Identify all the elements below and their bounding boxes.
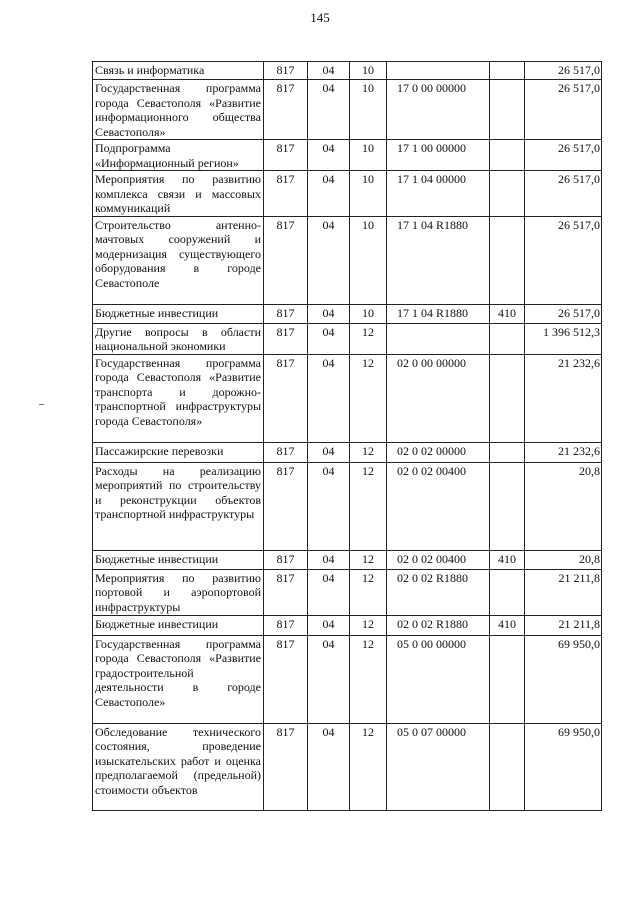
target-article-cell: 17 1 04 R1880 <box>387 304 490 323</box>
target-article-cell <box>387 62 490 80</box>
subsection-code-cell: 12 <box>350 615 387 635</box>
subsection-code-cell: 12 <box>350 442 387 462</box>
table-row <box>93 442 602 462</box>
item-name-cell: Бюджетные инвестиции <box>93 304 264 323</box>
section-code-cell: 04 <box>308 62 350 80</box>
target-article-cell: 02 0 02 R1880 <box>387 615 490 635</box>
section-code-cell: 04 <box>308 615 350 635</box>
expense-type-cell <box>490 62 525 80</box>
target-article-cell: 05 0 07 00000 <box>387 723 490 810</box>
subsection-code-cell: 10 <box>350 140 387 171</box>
subsection-code-cell: 12 <box>350 323 387 354</box>
ved-code-cell: 817 <box>264 442 308 462</box>
table-row <box>93 80 602 140</box>
ved-code-cell: 817 <box>264 462 308 550</box>
item-name-cell: Подпрограмма «Информационный регион» <box>93 140 264 171</box>
budget-table <box>92 61 602 811</box>
target-article-cell: 05 0 00 00000 <box>387 635 490 723</box>
table-row <box>93 171 602 217</box>
table-row <box>93 550 602 569</box>
subsection-code-cell: 12 <box>350 462 387 550</box>
table-row <box>93 354 602 442</box>
section-code-cell: 04 <box>308 354 350 442</box>
item-name-cell: Обследование технического состояния, проведение изыскательских работ и оценка предполагаемой (предельной) стоимости объектов <box>93 723 264 810</box>
subsection-code-cell: 10 <box>350 171 387 217</box>
amount-cell: 20,8 <box>525 550 602 569</box>
table-row <box>93 140 602 171</box>
amount-cell: 26 517,0 <box>525 80 602 140</box>
target-article-cell <box>387 323 490 354</box>
amount-cell: 69 950,0 <box>525 723 602 810</box>
ved-code-cell: 817 <box>264 635 308 723</box>
expense-type-cell <box>490 462 525 550</box>
table-row <box>93 323 602 354</box>
section-code-cell: 04 <box>308 569 350 615</box>
item-name-cell: Государственная программа города Севастополя «Развитие транспорта и дорожно-транспортной инфраструктуры города Севастополя» <box>93 354 264 442</box>
table-row <box>93 615 602 635</box>
amount-cell: 26 517,0 <box>525 140 602 171</box>
ved-code-cell: 817 <box>264 723 308 810</box>
amount-cell: 21 232,6 <box>525 354 602 442</box>
ved-code-cell: 817 <box>264 550 308 569</box>
subsection-code-cell: 10 <box>350 80 387 140</box>
item-name-cell: Другие вопросы в области национальной экономики <box>93 323 264 354</box>
target-article-cell: 02 0 00 00000 <box>387 354 490 442</box>
item-name-cell: Бюджетные инвестиции <box>93 550 264 569</box>
expense-type-cell <box>490 171 525 217</box>
expense-type-cell: 410 <box>490 615 525 635</box>
target-article-cell: 17 1 04 00000 <box>387 171 490 217</box>
target-article-cell: 17 1 04 R1880 <box>387 216 490 304</box>
target-article-cell: 02 0 02 00400 <box>387 550 490 569</box>
margin-mark <box>39 404 44 405</box>
amount-cell: 1 396 512,3 <box>525 323 602 354</box>
section-code-cell: 04 <box>308 80 350 140</box>
item-name-cell: Связь и информатика <box>93 62 264 80</box>
expense-type-cell <box>490 442 525 462</box>
subsection-code-cell: 10 <box>350 304 387 323</box>
ved-code-cell: 817 <box>264 304 308 323</box>
section-code-cell: 04 <box>308 635 350 723</box>
expense-type-cell <box>490 635 525 723</box>
subsection-code-cell: 10 <box>350 216 387 304</box>
target-article-cell: 02 0 02 R1880 <box>387 569 490 615</box>
ved-code-cell: 817 <box>264 140 308 171</box>
section-code-cell: 04 <box>308 323 350 354</box>
subsection-code-cell: 12 <box>350 569 387 615</box>
section-code-cell: 04 <box>308 140 350 171</box>
amount-cell: 26 517,0 <box>525 216 602 304</box>
amount-cell: 26 517,0 <box>525 171 602 217</box>
item-name-cell: Пассажирские перевозки <box>93 442 264 462</box>
item-name-cell: Бюджетные инвестиции <box>93 615 264 635</box>
subsection-code-cell: 10 <box>350 62 387 80</box>
expense-type-cell <box>490 569 525 615</box>
table-body <box>93 62 602 811</box>
ved-code-cell: 817 <box>264 569 308 615</box>
ved-code-cell: 817 <box>264 323 308 354</box>
target-article-cell: 02 0 02 00400 <box>387 462 490 550</box>
table-row <box>93 216 602 304</box>
section-code-cell: 04 <box>308 723 350 810</box>
item-name-cell: Государственная программа города Севастополя «Развитие информационного общества Севастополя» <box>93 80 264 140</box>
table-row <box>93 304 602 323</box>
ved-code-cell: 817 <box>264 354 308 442</box>
amount-cell: 26 517,0 <box>525 62 602 80</box>
subsection-code-cell: 12 <box>350 723 387 810</box>
expense-type-cell <box>490 354 525 442</box>
expense-type-cell <box>490 216 525 304</box>
ved-code-cell: 817 <box>264 80 308 140</box>
ved-code-cell: 817 <box>264 171 308 217</box>
subsection-code-cell: 12 <box>350 635 387 723</box>
table-row <box>93 723 602 810</box>
target-article-cell: 17 1 00 00000 <box>387 140 490 171</box>
expense-type-cell: 410 <box>490 304 525 323</box>
section-code-cell: 04 <box>308 550 350 569</box>
table-row <box>93 635 602 723</box>
amount-cell: 69 950,0 <box>525 635 602 723</box>
item-name-cell: Мероприятия по развитию портовой и аэропортовой инфраструктуры <box>93 569 264 615</box>
item-name-cell: Расходы на реализацию мероприятий по строительству и реконструкции объектов транспортной инфраструктуры <box>93 462 264 550</box>
target-article-cell: 02 0 02 00000 <box>387 442 490 462</box>
subsection-code-cell: 12 <box>350 550 387 569</box>
section-code-cell: 04 <box>308 216 350 304</box>
section-code-cell: 04 <box>308 304 350 323</box>
expense-type-cell <box>490 140 525 171</box>
expense-type-cell <box>490 323 525 354</box>
subsection-code-cell: 12 <box>350 354 387 442</box>
section-code-cell: 04 <box>308 442 350 462</box>
table-row <box>93 62 602 80</box>
section-code-cell: 04 <box>308 171 350 217</box>
amount-cell: 21 211,8 <box>525 569 602 615</box>
item-name-cell: Строительство антенно-мачтовых сооружений и модернизация существующего оборудования в городе Севастополе <box>93 216 264 304</box>
ved-code-cell: 817 <box>264 216 308 304</box>
section-code-cell: 04 <box>308 462 350 550</box>
expense-type-cell <box>490 80 525 140</box>
expense-type-cell: 410 <box>490 550 525 569</box>
target-article-cell: 17 0 00 00000 <box>387 80 490 140</box>
item-name-cell: Государственная программа города Севастополя «Развитие градостроительной деятельности в городе Севастополе» <box>93 635 264 723</box>
amount-cell: 21 211,8 <box>525 615 602 635</box>
table-row <box>93 462 602 550</box>
ved-code-cell: 817 <box>264 615 308 635</box>
amount-cell: 26 517,0 <box>525 304 602 323</box>
table-row <box>93 569 602 615</box>
item-name-cell: Мероприятия по развитию комплекса связи и массовых коммуникаций <box>93 171 264 217</box>
expense-type-cell <box>490 723 525 810</box>
amount-cell: 20,8 <box>525 462 602 550</box>
page-number: 145 <box>310 10 330 25</box>
ved-code-cell: 817 <box>264 62 308 80</box>
amount-cell: 21 232,6 <box>525 442 602 462</box>
